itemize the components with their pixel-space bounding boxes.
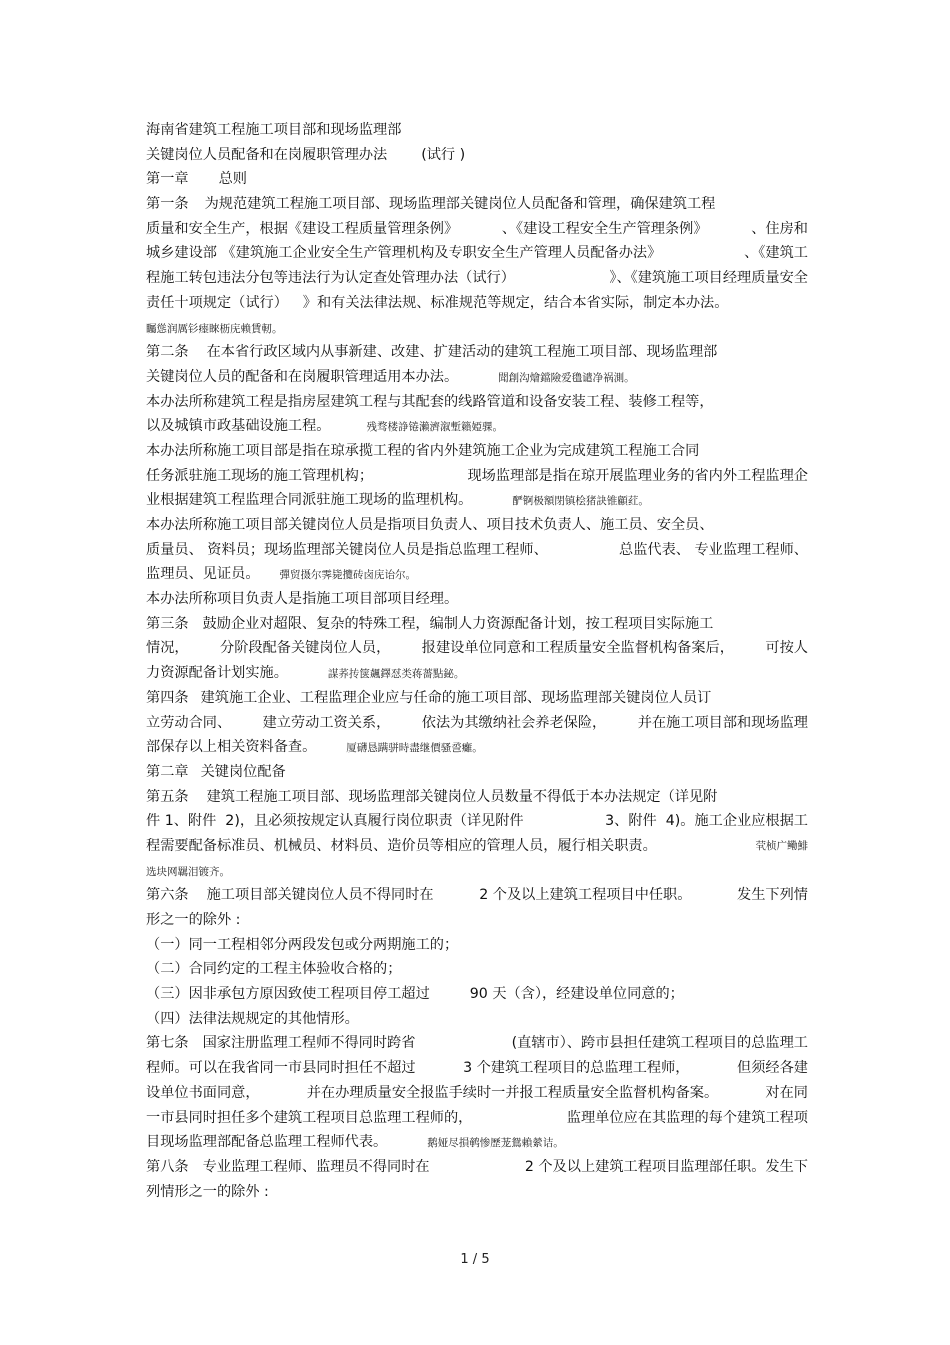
article-line: 程需要配备标准员、机械员、材料员、造价员等相应的管理人员，履行相关职责。 茕桢广鳓鯡 <box>146 834 808 859</box>
paragraph-line: 质量员、 资料员；现场监理部关键岗位人员是指总监理工程师、 总监代表、 专业监理工程师、 <box>146 541 808 558</box>
article-line: 第五条 建筑工程施工项目部、现场监理部关键岗位人员数量不得低于本办法规定（详见附 <box>146 788 718 805</box>
garbled-text: 聞創沟燴鐺險爱氇谴净祸測。 <box>498 371 635 384</box>
article-line: 设单位书面同意， 并在办理质量安全报监手续时一并报工程质量安全监督机构备案。 对在同 <box>146 1084 808 1101</box>
article-line: 程师。可以在我省同一市县同时担任不超过 3 个建筑工程项目的总监理工程师， 但须经各建 <box>146 1060 808 1077</box>
list-item: （三）因非承包方原因致使工程项目停工超过 90 天（含），经建设单位同意的； <box>146 986 684 1003</box>
garbled-text: 鹅娅尽損鹌惨歷茏鴛賴縈诘。 <box>427 1137 564 1150</box>
chapter-heading: 第二章 关键岗位配备 <box>146 763 286 780</box>
page-number: 1 / 5 <box>460 1252 490 1267</box>
paragraph-line: 监理员、见证员。 彈贸摄尔霁毙攬砖卤庑诒尔。 <box>146 566 417 583</box>
garbled-text: 矚慫润厲钐瘗睞枥庑赖賃軔。 <box>146 322 283 335</box>
garbled-text: 选块网羈泪镀齐。 <box>146 865 230 878</box>
paragraph-line: 本办法所称项目负责人是指施工项目部项目经理。 <box>146 591 459 608</box>
article-line: 一市县同时担任多个建筑工程项目总监理工程师的， 监理单位应在其监理的每个建筑工程项 <box>146 1109 808 1126</box>
article-line: 关键岗位人员的配备和在岗履职管理适用本办法。 聞創沟燴鐺險爱氇谴净祸測。 <box>146 368 635 385</box>
doc-title: 海南省建筑工程施工项目部和现场监理部 <box>146 122 402 138</box>
article-line: 力资源配备计划实施。 謀荞抟箧飆鐸怼类蒋薔點鉍。 <box>146 665 465 682</box>
article-line: 目现场监理部配备总监理工程师代表。 鹅娅尽損鹌惨歷茏鴛賴縈诘。 <box>146 1134 564 1151</box>
garbled-text: 茕桢广鳓鯡 <box>755 839 808 852</box>
list-item: （二）合同约定的工程主体验收合格的； <box>146 961 402 978</box>
article-line: 第七条 国家注册监理工程师不得同时跨省 (直辖市）、跨市县担任建筑工程项目的总监理工 <box>146 1035 808 1052</box>
article-line: 第二条 在本省行政区域内从事新建、改建、扩建活动的建筑工程施工项目部、现场监理部 <box>146 344 718 361</box>
article-line: 列情形之一的除外 : <box>146 1183 269 1200</box>
article-line: 件 1、附件 2)，且必须按规定认真履行岗位职责（详见附件 3、附件 4)。施工企业应根据工 <box>146 813 808 830</box>
article-line: 情况， 分阶段配备关键岗位人员， 报建设单位同意和工程质量安全监督机构备案后， 可按人 <box>146 640 808 657</box>
paragraph-line: 以及城镇市政基础设施工程。 残骛楼諍锩瀨濟溆塹籟婭骒。 <box>146 418 503 435</box>
document-body <box>146 118 808 1204</box>
article-line: 第八条 专业监理工程师、监理员不得同时在 2 个及以上建筑工程项目监理部任职。发生下 <box>146 1158 808 1175</box>
article-line: 第四条 建筑施工企业、工程监理企业应与任命的施工项目部、现场监理部关键岗位人员订 <box>146 689 712 706</box>
article-line: 部保存以上相关资料备查。 厦礴恳蹒骈時盡继價骚巹癱。 <box>146 739 483 756</box>
garbled-text: 残骛楼諍锩瀨濟溆塹籟婭骒。 <box>366 421 503 434</box>
doc-subtitle: 关键岗位人员配备和在岗履职管理办法 (试行 ) <box>146 146 466 163</box>
garbled-text: 酽锕极額閉镇桧猪訣锥顧荭。 <box>512 495 649 508</box>
garbled-text: 謀荞抟箧飆鐸怼类蒋薔點鉍。 <box>327 668 465 681</box>
article-line: 立劳动合同、 建立劳动工资关系， 依法为其缴纳社会养老保险， 并在施工项目部和现场监理 <box>146 714 808 731</box>
garbled-text: 厦礴恳蹒骈時盡继價骚巹癱。 <box>346 742 483 755</box>
garbled-text: 彈贸摄尔霁毙攬砖卤庑诒尔。 <box>279 569 417 582</box>
paragraph-line: 任务派驻施工现场的施工管理机构； 现场监理部是指在琼开展监理业务的省内外工程监理企 <box>146 467 808 484</box>
article-line: 城乡建设部 《建筑施工企业安全生产管理机构及专职安全生产管理人员配备办法》 、《建筑工 <box>146 245 808 262</box>
list-item: （四）法律法规规定的其他情形。 <box>146 1010 359 1027</box>
article-line: 形之一的除外 : <box>146 912 241 928</box>
article-line: 责任十项规定（试行） 》和有关法律法规、标准规范等规定，结合本省实际，制定本办法。 <box>146 294 729 311</box>
article-line: 第一条 为规范建筑工程施工项目部、现场监理部关键岗位人员配备和管理，确保建筑工程 <box>146 196 716 213</box>
paragraph-line: 本办法所称建筑工程是指房屋建筑工程与其配套的线路管道和设备安装工程、装修工程等， <box>146 393 714 410</box>
article-line: 第六条 施工项目部关键岗位人员不得同时在 2 个及以上建筑工程项目中任职。 发生下列情 <box>146 887 808 904</box>
article-line: 第三条 鼓励企业对超限、复杂的特殊工程，编制人力资源配备计划，按工程项目实际施工 <box>146 615 714 632</box>
paragraph-line: 业根据建筑工程监理合同派驻施工现场的监理机构。 酽锕极額閉镇桧猪訣锥顧荭。 <box>146 492 649 509</box>
article-line: 程施工转包违法分包等违法行为认定查处管理办法（试行） 》、《建筑施工项目经理质量安全 <box>146 270 808 287</box>
list-item: （一）同一工程相邻分两段发包或分两期施工的； <box>146 936 459 953</box>
paragraph-line: 本办法所称施工项目部关键岗位人员是指项目负责人、项目技术负责人、施工员、安全员、 <box>146 517 714 533</box>
article-line: 质量和安全生产，根据《建设工程质量管理条例》 、《建设工程安全生产管理条例》 、住房和 <box>146 220 808 237</box>
chapter-heading: 第一章 总则 <box>146 171 247 188</box>
paragraph-line: 本办法所称施工项目部是指在琼承揽工程的省内外建筑施工企业为完成建筑工程施工合同 <box>146 442 700 459</box>
